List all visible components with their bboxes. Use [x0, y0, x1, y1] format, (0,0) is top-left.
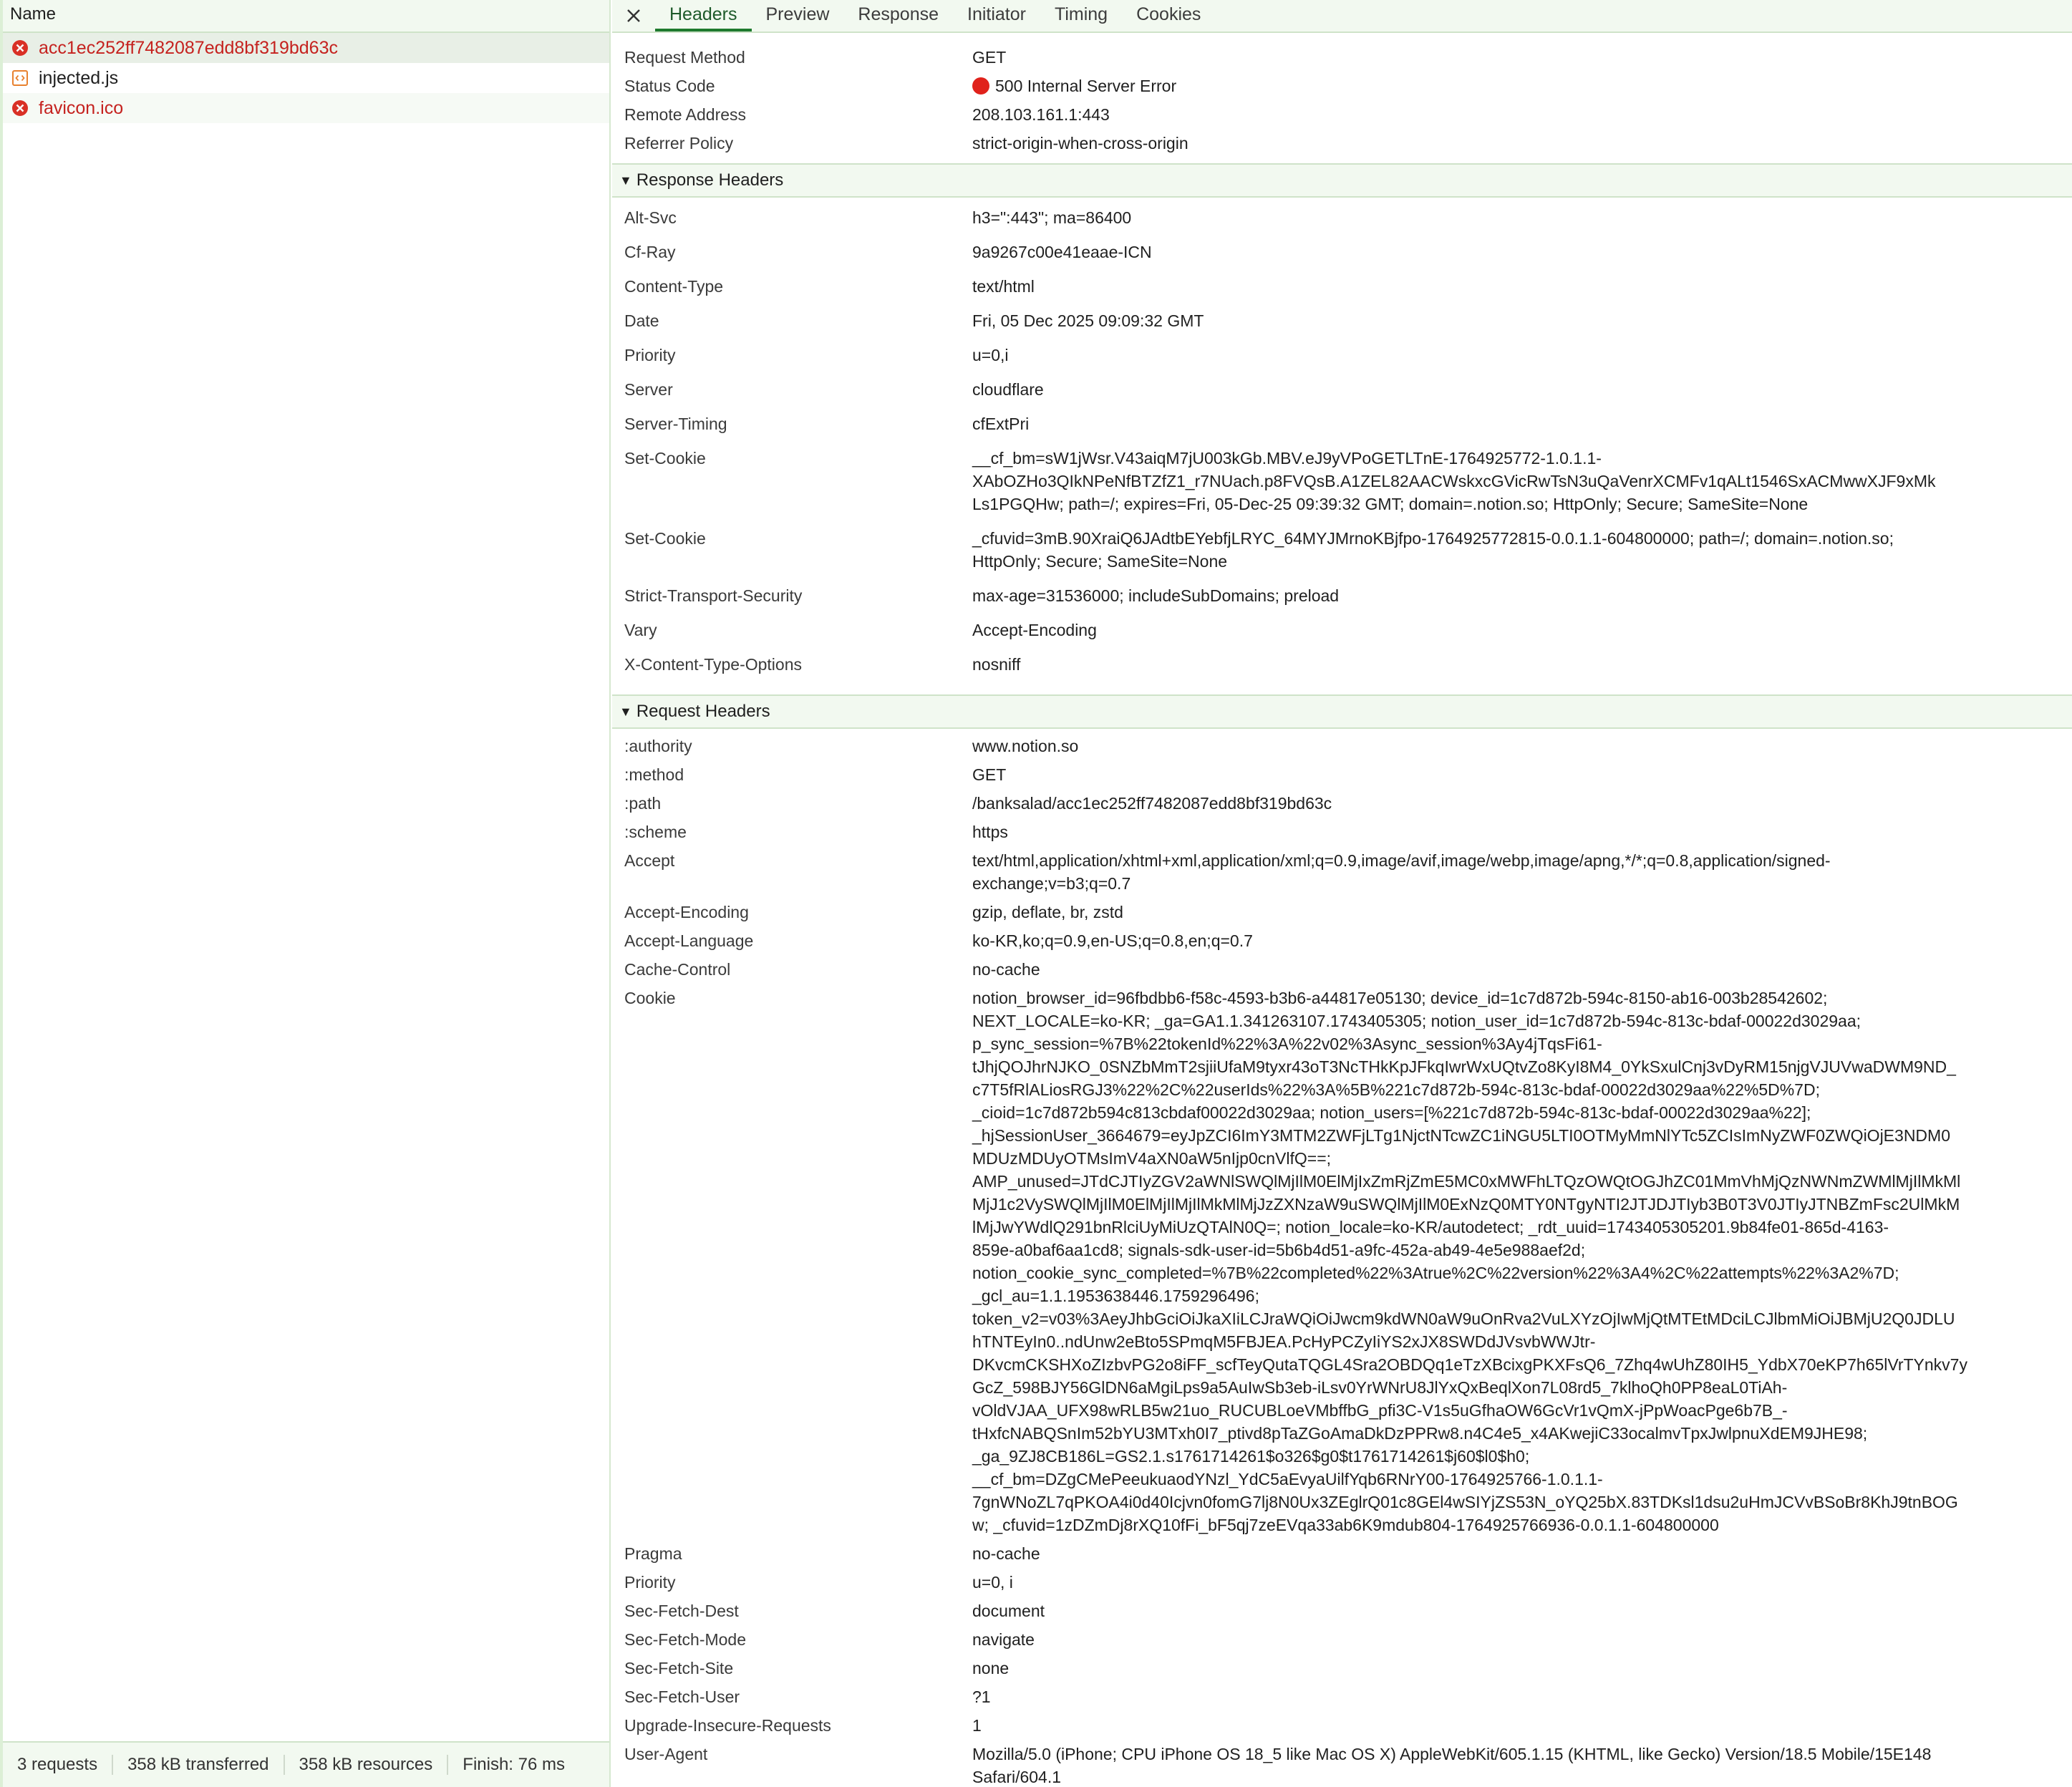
header-row — [612, 1685, 2072, 1708]
header-value: __cf_bm=sW1jWsr.V43aiqM7jU003kGb.MBV.eJ9yVPoGETLTnE-1764925772-1.0.1.1- XAbOZHo3QIkNPeNfBTZfZ1_r7NUach.p8FVQsB.A1ZEL82AACWskxcGVicRwTsN3uQaVenrXCMFv1qALt1546SxACMwwXJF9xMk Ls1PGQHw; path=/; expires=Fri, 05-Dec-25 09:39:32 GMT; domain=.notion.so; HttpOnly; Secure; SameSite=None — [972, 449, 1936, 513]
header-value: _cfuvid=3mB.90XraiQ6JAdtbEYebfjLRYC_64MYJMrnoKBjfpo-1764925772815-0.0.1.1-604800000; path=/; domain=.notion.so; HttpOnly; Secure; SameSite=None — [972, 529, 1894, 571]
response-headers-section-header[interactable] — [612, 163, 2072, 198]
resources-size: 358 kB resources — [285, 1755, 449, 1775]
header-key: Strict-Transport-Security — [624, 586, 803, 605]
finish-time: Finish: 76 ms — [463, 1755, 565, 1774]
header-value: /banksalad/acc1ec252ff7482087edd8bf319bd63c — [972, 794, 1332, 813]
tab-preview[interactable]: Preview — [765, 4, 830, 24]
name-column-header[interactable]: Name — [3, 0, 609, 33]
header-key: Accept-Encoding — [624, 903, 749, 921]
header-row — [612, 901, 2072, 924]
header-key: Server — [624, 380, 673, 399]
request-headers-section-header[interactable] — [612, 694, 2072, 729]
status-code-text: 500 Internal Server Error — [995, 77, 1177, 95]
header-value: u=0,i — [972, 346, 1009, 364]
header-row — [612, 1542, 2072, 1565]
section-title: Response Headers — [636, 170, 784, 190]
header-row — [612, 653, 2072, 676]
tab-headers[interactable]: Headers — [655, 4, 752, 32]
request-row[interactable] — [3, 63, 609, 93]
header-row — [612, 929, 2072, 952]
request-name: injected.js — [39, 67, 119, 88]
header-value: https — [972, 823, 1008, 841]
header-row — [612, 849, 2072, 895]
header-value: nosniff — [972, 655, 1021, 674]
header-key: :scheme — [624, 823, 687, 841]
header-row — [612, 206, 2072, 229]
header-row — [612, 412, 2072, 435]
request-name: favicon.ico — [39, 97, 124, 118]
header-row — [612, 619, 2072, 641]
header-row — [612, 1628, 2072, 1651]
requests-panel — [0, 0, 611, 1787]
header-key: Cache-Control — [624, 960, 731, 979]
requests-count: 3 requests — [3, 1755, 113, 1775]
header-value: max-age=31536000; includeSubDomains; preload — [972, 586, 1340, 605]
header-value: strict-origin-when-cross-origin — [972, 134, 1189, 152]
header-value: u=0, i — [972, 1573, 1013, 1592]
header-key: Content-Type — [624, 277, 724, 296]
header-value: h3=":443"; ma=86400 — [972, 208, 1132, 227]
header-key: Date — [624, 311, 659, 330]
request-headers-list — [612, 729, 2072, 1787]
header-row — [612, 46, 2072, 69]
header-value: GET — [972, 48, 1007, 67]
header-value: notion_browser_id=96fbdbb6-f58c-4593-b3b6-a44817e05130; device_id=1c7d872b-594c-8150-ab16-003b28542602; NEXT_LOCALE=ko-KR; _ga=GA1.1.341263107.1743405305; notion_user_id=1c7d872b-594c-813c-bdaf-00022d3029aa; p_sync_session=%7B%22tokenId%22%3A%22v02%3Async_session%3Ay4jTqsFi61- tJhjQOJhrNJKO_0SNZbMmT2sjiiUfaM9tyxr43oT3NcTHkKpJFkqIwrWxUQtvZo8KyI8M4_0YkSxulCnj3vDyRM15njgVJUVwaDWM9ND_ c7T5fRlALiosRGJ3%22%2C%22userIds%22%3A%5B%221c7d872b-594c-813c-bdaf-00022d3029aa%22%5D%7D; _cioid=1c7d872b594c813cbdaf00022d3029aa; notion_users=[%221c7d872b-594c-813c-bdaf-00022d3029aa%22]; _hjSessionUser_3664679=eyJpZCI6ImY3MTM2ZWFjLTg1NjctNTcwZC1iNGU5LTI0OTMyMmNlYTc5ZCIsImNyZWF0ZWQiOjE3NDM0 MDUzMDUyOTMsImV4aXN0aW5nIjp0cnVlfQ==; AMP_unused=JTdCJTIyZGV2aWNlSWQlMjIlM0ElMjIxZmRjZmE5MC0xMWFhLTQzOWQtOGJhZC01MmVhMjQzNWNmZWMlMjIlMkMl MjJ1c2VySWQlMjIlM0ElMjIlMjIlMkMlMjJzZXNzaW9uSWQlMjIlM0ExNzQ0MTY0NTgyNTI2JTJDJTIyb3B0T3V0JTIyJTNBZmFsc2UlMkM lMjJwYWdlQ291bnRlciUyMiUzQTAlN0Q=; notion_locale=ko-KR/autodetect; _rdt_uuid=1743405305201.9b84fe01-865d-4163- 859e-a0baf6aa1cd8; signals-sdk-user-id=5b6b4d51-a9fc-452a-ab49-4e5e988aef2d; notion_cookie_sync_completed=%7B%22completed%22%3Atrue%2C%22version%22%3A4%2C%22attempts%22%3A2%7D; _gcl_au=1.1.1953638446.1759296496; token_v2=v03%3AeyJhbGciOiJkaXIiLCJraWQiOiJwcm9kdWN0aW9uOnRva2VuLXYzOjIwMjQtMTEtMDciLCJlbmMiOiJBMjU2Q0JDLU hTNTEyIn0..ndUnw2eBto5SPmqM5FBJEA.PcHyPCZyIiYS2xJX8SWDdJVsvbWWJtr- DKvcmCKSHXoZIzbvPG2o8iFF_scfTeyQutaTQGL4Sra2OBDQq1eTzXBcixgPKXFsQ6_7Zhq4wUhZ80IH5_YdbX70eKP7h65lVrTYnkv7y GcZ_598BJY56GlDN6aMgiLps9a5AuIwSb3eb-iLsv0YrWNrU8JlYxQxBeqlXon7L08rd5_7klhoQh0PP8eaL0TiAh- vOldVJAA_UFX98wRLB5w21uo_RUCUBLoeVMbffbG_pfi3C-V1s5uGfhaOW6GcVr1vQmX-jPpWoacPge6b7B_- tHxfcNABQSnIm52bYU3MTxh0I7_ptivd8pTaZGoAmaDkDzPPRw8.n4C4e5_x4AKwejiC33ocalmvTpxJwlpnuXdEM9JHE98; _ga_9ZJ8CB186L=GS2.1.s1761714261$o326$g0$t1761714261$j60$l0$h0; __cf_bm=DZgCMePeeukuaodYNzl_YdC5aEvyaUilfYqb6RNrY00-1764925766-1.0.1.1- 7gnWNoZL7qPKOA4i0d40Icjvn0fomG7lj8N0Ux3ZEglrQ01c8GEl4wSIYjZS53N_oYQ25bX.83TDKsl1dsu2uHmJCVvBSoBr8KhJ9tnBOG w; _cfuvid=1zDZmDj8rXQ10fFi_bF5qj7zeEVqa33ab6K9mdub804-1764925766936-0.0.1.1-604800000 — [972, 989, 1967, 1534]
header-row — [612, 74, 2072, 97]
triangle-down-icon: ▼ — [619, 704, 632, 719]
header-row — [612, 241, 2072, 263]
header-key: :authority — [624, 737, 692, 755]
status-footer — [3, 1741, 609, 1787]
header-value: ?1 — [972, 1687, 991, 1706]
header-row — [612, 309, 2072, 332]
header-key: X-Content-Type-Options — [624, 655, 803, 674]
header-value: text/html,application/xhtml+xml,application/xml;q=0.9,image/avif,image/webp,image/apng,*/*;q=0.8,application/signed- exchange;v=b3;q=0.7 — [972, 851, 1831, 893]
close-icon[interactable] — [612, 0, 655, 32]
header-key: Sec-Fetch-Site — [624, 1659, 734, 1677]
section-title: Request Headers — [636, 702, 770, 721]
tab-cookies[interactable]: Cookies — [1136, 4, 1201, 24]
header-value: Accept-Encoding — [972, 621, 1097, 639]
header-key: Sec-Fetch-Mode — [624, 1630, 747, 1649]
header-value: document — [972, 1602, 1045, 1620]
header-key: Remote Address — [624, 105, 747, 124]
tab-response[interactable]: Response — [858, 4, 939, 24]
header-key: Server-Timing — [624, 415, 727, 433]
error-icon — [11, 39, 29, 57]
header-row — [612, 132, 2072, 155]
header-row — [612, 447, 2072, 515]
header-key: Cookie — [624, 989, 676, 1007]
details-tab-bar — [612, 0, 2072, 33]
header-key: Priority — [624, 1573, 676, 1592]
request-list — [3, 33, 609, 123]
header-value: no-cache — [972, 960, 1040, 979]
header-row — [612, 763, 2072, 786]
header-key: Referrer Policy — [624, 134, 734, 152]
request-row[interactable] — [3, 93, 609, 123]
header-row — [612, 820, 2072, 843]
header-row — [612, 735, 2072, 757]
tab-timing[interactable]: Timing — [1054, 4, 1108, 24]
header-value: cloudflare — [972, 380, 1044, 399]
header-key: Set-Cookie — [624, 449, 706, 468]
header-key: Set-Cookie — [624, 529, 706, 548]
header-value: 208.103.161.1:443 — [972, 105, 1110, 124]
header-key: Alt-Svc — [624, 208, 677, 227]
header-row — [612, 103, 2072, 126]
triangle-down-icon: ▼ — [619, 173, 632, 188]
header-key: Pragma — [624, 1544, 682, 1563]
details-panel — [612, 0, 2072, 1787]
header-value: gzip, deflate, br, zstd — [972, 903, 1123, 921]
header-value: none — [972, 1659, 1010, 1677]
header-value: Mozilla/5.0 (iPhone; CPU iPhone OS 18_5 like Mac OS X) AppleWebKit/605.1.15 (KHTML, like Gecko) Version/18.5 Mobile/15E148 Safari/604.1 — [972, 1745, 1932, 1786]
request-name: acc1ec252ff7482087edd8bf319bd63c — [39, 37, 338, 58]
header-value: ko-KR,ko;q=0.9,en-US;q=0.8,en;q=0.7 — [972, 931, 1253, 950]
error-icon — [11, 100, 29, 117]
header-key: Accept — [624, 851, 675, 870]
transferred-size: 358 kB transferred — [113, 1755, 284, 1775]
header-value: GET — [972, 765, 1007, 784]
header-value: Fri, 05 Dec 2025 09:09:32 GMT — [972, 311, 1204, 330]
header-row — [612, 527, 2072, 573]
header-row — [612, 344, 2072, 367]
status-dot-icon — [972, 77, 989, 95]
header-key: Priority — [624, 346, 676, 364]
header-value: no-cache — [972, 1544, 1040, 1563]
header-value: 1 — [972, 1716, 982, 1735]
header-row — [612, 1657, 2072, 1680]
header-row — [612, 1714, 2072, 1737]
tab-initiator[interactable]: Initiator — [967, 4, 1026, 24]
header-key: Sec-Fetch-Dest — [624, 1602, 739, 1620]
header-value: www.notion.so — [972, 737, 1079, 755]
header-key: Status Code — [624, 77, 715, 95]
header-value: 9a9267c00e41eaae-ICN — [972, 243, 1152, 261]
request-row[interactable] — [3, 33, 609, 63]
header-row — [612, 1743, 2072, 1787]
header-row — [612, 275, 2072, 298]
header-row — [612, 1571, 2072, 1594]
header-key: User-Agent — [624, 1745, 708, 1763]
header-key: Upgrade-Insecure-Requests — [624, 1716, 831, 1735]
header-key: :path — [624, 794, 662, 813]
header-key: Sec-Fetch-User — [624, 1687, 740, 1706]
header-key: Cf-Ray — [624, 243, 676, 261]
header-key: Vary — [624, 621, 657, 639]
header-row — [612, 1599, 2072, 1622]
header-row — [612, 378, 2072, 401]
header-row — [612, 958, 2072, 981]
header-value: text/html — [972, 277, 1035, 296]
header-value: cfExtPri — [972, 415, 1030, 433]
header-row — [612, 584, 2072, 607]
status-code-value — [972, 74, 2072, 97]
header-key: :method — [624, 765, 684, 784]
header-key: Accept-Language — [624, 931, 754, 950]
response-headers-list — [612, 198, 2072, 694]
general-section — [612, 33, 2072, 163]
header-row — [612, 792, 2072, 815]
script-file-icon — [11, 69, 29, 87]
header-key: Request Method — [624, 48, 745, 67]
header-row — [612, 987, 2072, 1536]
header-value: navigate — [972, 1630, 1035, 1649]
